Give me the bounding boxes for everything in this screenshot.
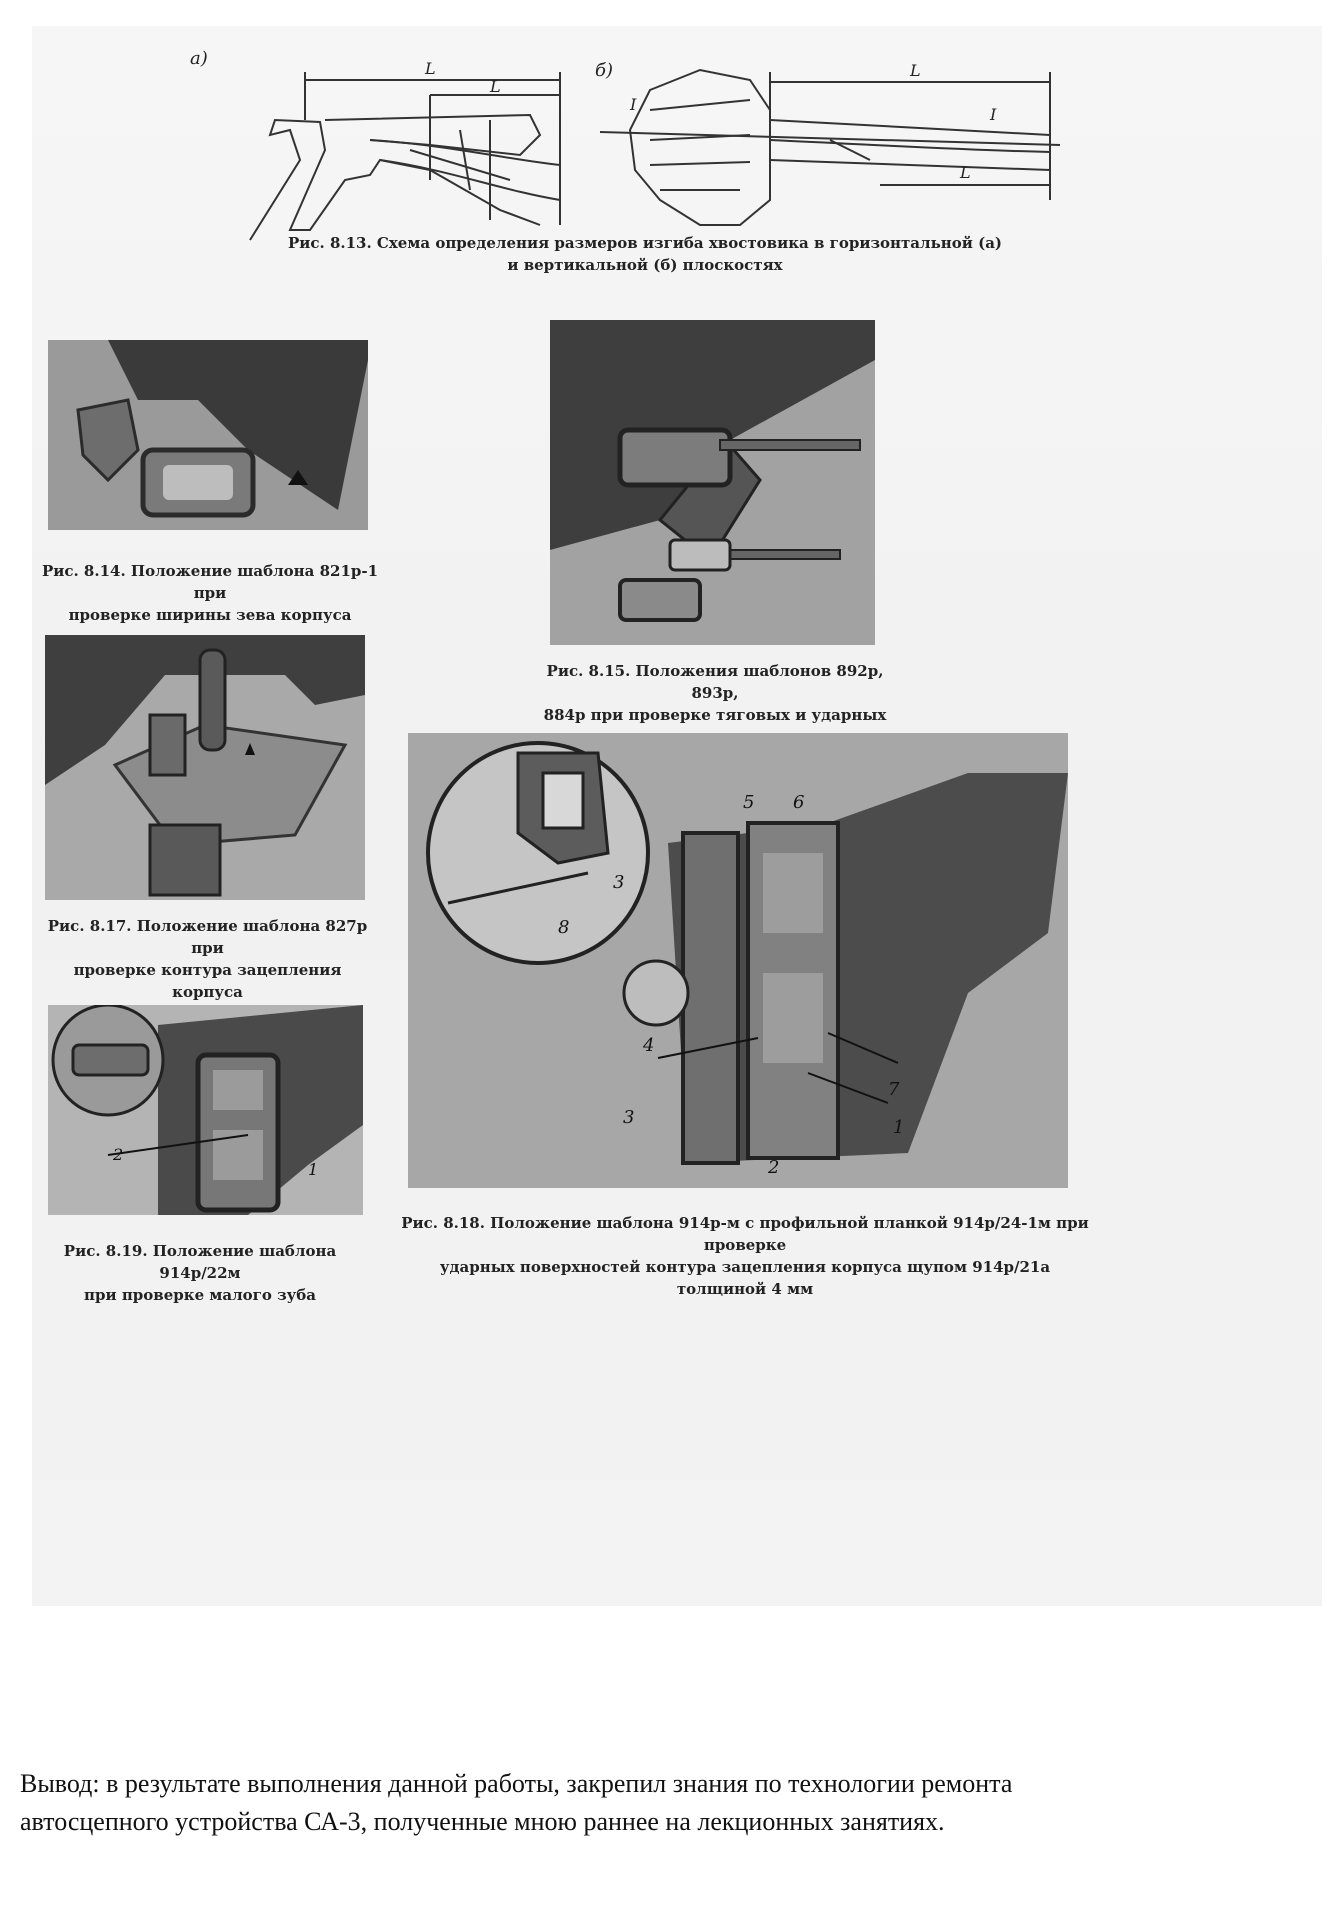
figure-8-19-caption	[30, 1240, 370, 1306]
figure-8-18-photo	[408, 733, 1068, 1188]
figure-8-17-photo	[45, 635, 365, 900]
conclusion-line: Вывод: в результате выполнения данной работы, закрепил знания по технологии ремонта	[20, 1769, 1013, 1798]
figure-8-14-photo	[48, 340, 368, 530]
svg-text:2: 2	[113, 1145, 124, 1164]
caption-line: при проверке малого зуба	[84, 1286, 316, 1304]
caption-line: Рис. 8.18. Положение шаблона 914р-м с профильной планкой 914р/24-1м при проверке	[401, 1214, 1089, 1254]
svg-text:L: L	[960, 163, 971, 182]
svg-text:3: 3	[613, 872, 625, 893]
caption-line: проверке контура зацепления корпуса	[73, 961, 342, 1001]
figure-8-18-caption	[395, 1212, 1095, 1300]
caption-line: ударных поверхностей контура зацепления корпуса щупом 914р/21а толщиной 4 мм	[439, 1258, 1051, 1298]
caption-line: 884р при проверке тяговых и ударных	[543, 706, 887, 724]
caption-line: проверке ширины зева корпуса	[68, 606, 352, 624]
svg-text:3: 3	[623, 1107, 635, 1128]
figure-8-19-photo	[48, 1005, 363, 1215]
figure-8-15-photo	[550, 320, 875, 645]
svg-text:I: I	[630, 95, 637, 114]
svg-text:2: 2	[768, 1157, 780, 1178]
conclusion-line: автосцепного устройства СА-3, полученные мною раннее на лекционных занятиях.	[20, 1807, 945, 1836]
svg-text:5: 5	[743, 792, 755, 813]
svg-text:I: I	[990, 105, 997, 124]
svg-text:1: 1	[308, 1160, 319, 1179]
figure-8-17-caption	[40, 915, 375, 1003]
caption-line: Рис. 8.14. Положение шаблона 821р-1 при	[41, 562, 379, 602]
svg-text:6: 6	[793, 792, 805, 813]
figure-8-13-caption	[230, 232, 1060, 276]
caption-line: Рис. 8.19. Положение шаблона 914р/22м	[63, 1242, 337, 1282]
svg-text:4: 4	[643, 1035, 655, 1056]
conclusion-text	[20, 1765, 1310, 1841]
figure-8-14-caption	[40, 560, 380, 626]
caption-line: Рис. 8.13. Схема определения размеров изгиба хвостовика в горизонтальной (а)	[287, 234, 1003, 252]
svg-text:1: 1	[893, 1117, 905, 1138]
caption-line: и вертикальной (б) плоскостях	[507, 256, 783, 274]
caption-line: Рис. 8.17. Положение шаблона 827р при	[47, 917, 368, 957]
svg-text:L: L	[425, 59, 436, 78]
svg-text:7: 7	[888, 1079, 900, 1100]
figure-8-13-letter-b: б)	[595, 60, 614, 81]
svg-text:8: 8	[558, 917, 570, 938]
figure-8-13-letter-a: а)	[190, 48, 208, 69]
svg-text:L: L	[910, 61, 921, 80]
caption-line: Рис. 8.15. Положения шаблонов 892р, 893р,	[546, 662, 884, 702]
svg-text:L: L	[490, 77, 501, 96]
